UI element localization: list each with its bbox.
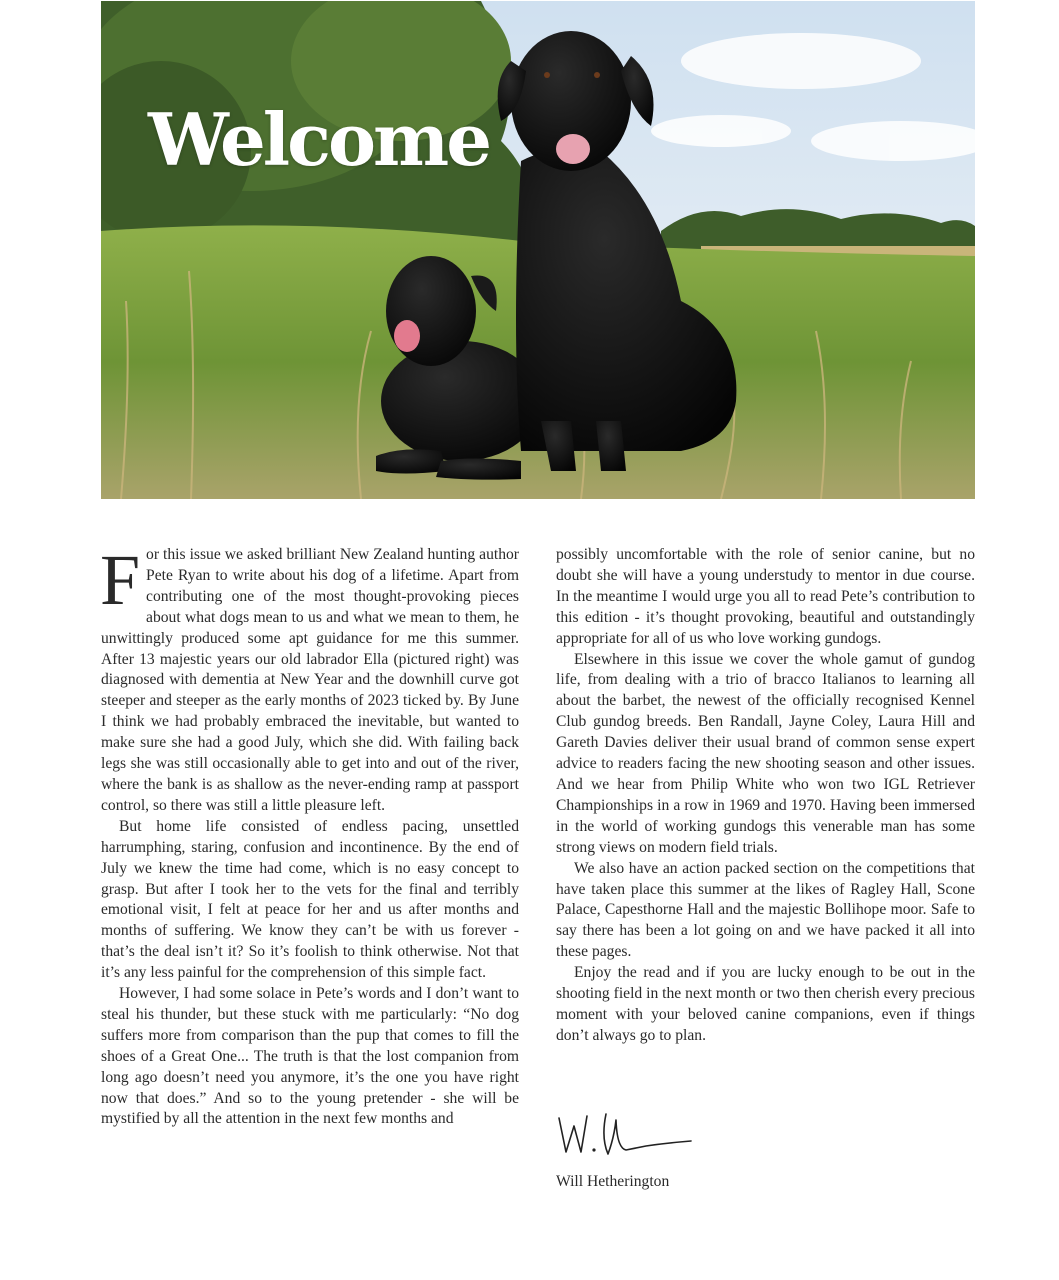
handwritten-signature: [556, 1108, 706, 1160]
article-paragraph: Enjoy the read and if you are lucky enough to be out in the shooting field in the next month or two then cherish every precious moment with your beloved canine companions, even if things don’t always go to plan.: [556, 964, 975, 1044]
article-paragraph: We also have an action packed section on the competitions that have taken place this summer at the likes of Ragley Hall, Scone Palace, Capesthorne Hall and the majestic Bollihope moor. Safe to say there has been a lot going on and we have packed it all into these pages.: [556, 859, 975, 961]
article-paragraph: For this issue we asked brilliant New Zealand hunting author Pete Ryan to write about his dog of a lifetime. Apart from contributing one of the most thought-provoking pieces about what dogs mean to us and what we mean to them, he unwittingly produced some apt guidance for me this summer. After 13 majestic years our old labrador Ella (pictured right) was diagnosed with dementia at New Year and the downhill curve got steeper and steeper as the early months of 2023 ticked by. By June I think we had probably embraced the inevitable, but wanted to make sure she had a good July, which she did. With failing back legs she was still occasionally able to get into and out of the river, where the bank is as shallow as the never-ending ramp at passport control, so there was still a little pleasure left.: [100, 540, 519, 814]
page-title: Welcome: [148, 97, 490, 182]
article-paragraph: Elsewhere in this issue we cover the whole gamut of gundog life, from dealing with a trio of bracco Italianos to learning all about the barbet, the newest of the officially recognised Kennel Club gundog breeds. Ben Randall, Jayne Coley, Laura Hill and Gareth Davies deliver their usual brand of common sense expert advice to readers facing the new shooting season and other issues. And we hear from Philip White who won two IGL Retriever Championships in a row in 1969 and 1970. Having been immersed in the world of working gundogs this venerable man has some strong views on modern field trials.: [556, 650, 975, 856]
article-left-column: [100, 540, 519, 1130]
drop-cap: F: [100, 540, 141, 620]
article-paragraph: But home life consisted of endless pacing, unsettled harrumphing, staring, confusion and incontinence. By the end of July we knew the time had come, which is no easy concept to grasp. But after I took her to the vets for the final and terribly emotional visit, I felt at peace for her and us after months and months of suffering. We know they can’t be with us forever - that’s the deal isn’t it? So it’s foolish to think otherwise. Not that it’s any less painful for the comprehension of this simple fact.: [101, 817, 519, 982]
article-paragraph: However, I had some solace in Pete’s words and I don’t want to steal his thunder, but these stuck with me particularly: “No dog suffers more from comparison than the pup that comes to fill the shoes of a Great One... The truth is that the lost companion from long ago doesn’t need you anymore, it’s the one you have right now that does.” And so to the young pretender - she will be mystified by all the attention in the next few months and: [101, 985, 519, 1128]
author-name: Will Hetherington: [556, 1173, 670, 1190]
labradors-photo: [101, 1, 975, 499]
hero-photo: [101, 1, 975, 499]
article-paragraph: possibly uncomfortable with the role of senior canine, but no doubt she will have a young understudy to mentor in due course. In the meantime I would urge you all to read Pete’s contribution to this edition - it’s thought provoking, beautiful and outstandingly appropriate for all of us who love working gundogs.: [556, 546, 975, 647]
article-right-column: [556, 545, 975, 1047]
